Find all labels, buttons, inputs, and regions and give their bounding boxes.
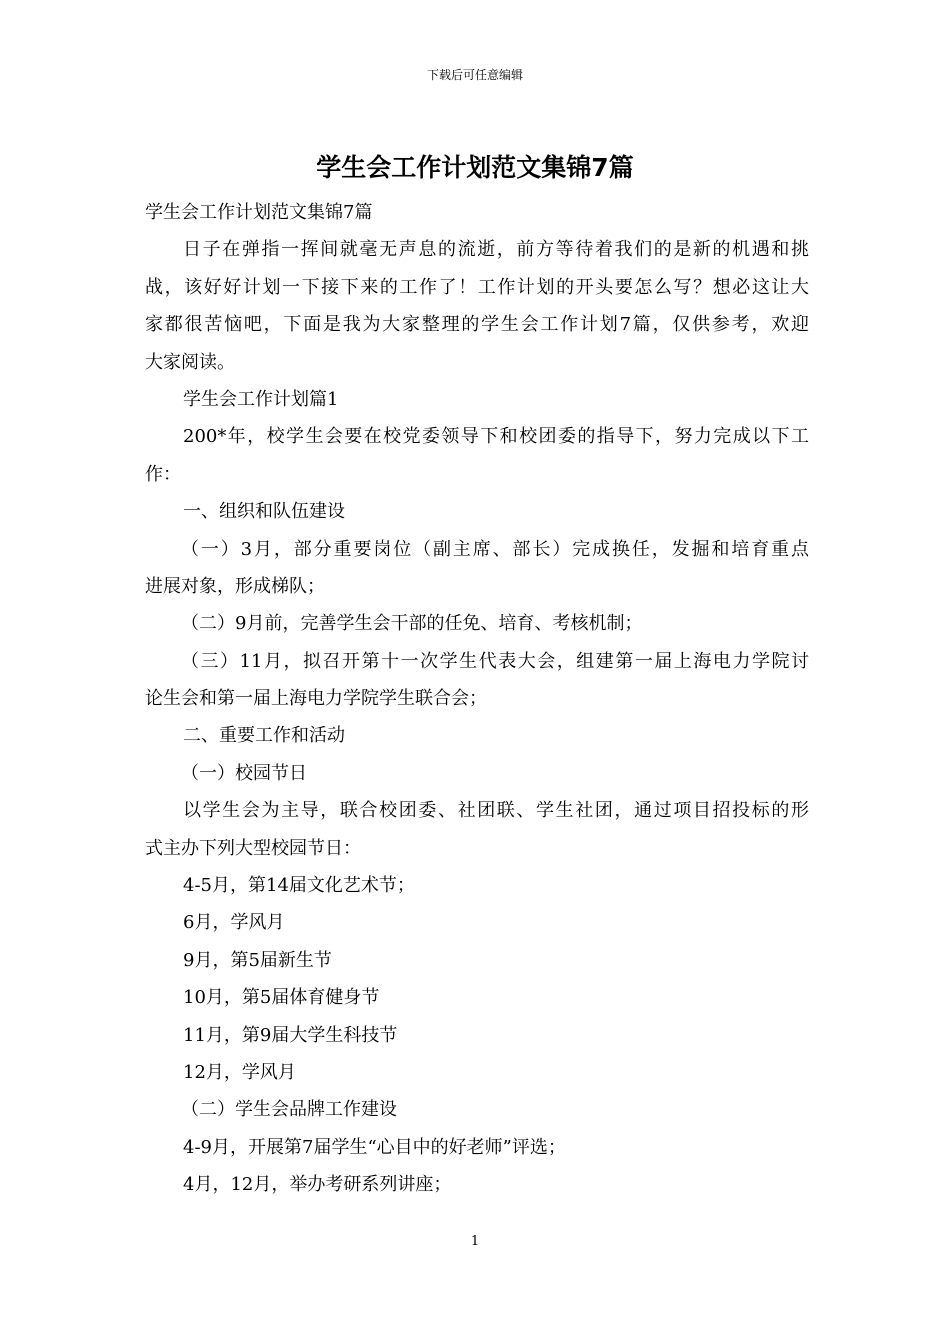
- list-item: 4-9月，开展第7届学生“心目中的好老师”评选；: [183, 1136, 566, 1158]
- page-number: 1: [470, 1234, 480, 1249]
- paragraph-line: 家都很苦恼吧，下面是我为大家整理的学生会工作计划7篇，仅供参考，欢迎: [145, 314, 809, 336]
- subsection-heading: （二）学生会品牌工作建设: [181, 1099, 397, 1121]
- paragraph-line: 200*年，校学生会要在校党委领导下和校团委的指导下，努力完成以下工: [183, 426, 809, 448]
- paragraph-line: 作：: [145, 463, 181, 485]
- subtitle-line: 学生会工作计划范文集锦7篇: [145, 202, 373, 223]
- section-heading: 二、重要工作和活动: [183, 725, 345, 747]
- section-heading: 学生会工作计划篇1: [183, 388, 339, 410]
- list-item: 12月，学风月: [183, 1061, 296, 1083]
- paragraph-line: 式主办下列大型校园节日：: [145, 837, 361, 859]
- paragraph-line: 战，该好好计划一下接下来的工作了！工作计划的开头要怎么写？想必这让大: [145, 276, 809, 298]
- list-item: 11月，第9届大学生科技节: [183, 1024, 398, 1046]
- list-item: 4-5月，第14届文化艺术节；: [183, 875, 415, 897]
- document-body: [145, 194, 809, 1204]
- paragraph-line: 日子在弹指一挥间就毫无声息的流逝，前方等待着我们的是新的机遇和挑: [183, 239, 809, 261]
- list-item: 9月，第5届新生节: [183, 949, 332, 971]
- paragraph-line: （二）9月前，完善学生会干部的任免、培育、考核机制；: [181, 613, 643, 635]
- section-heading: 一、组织和队伍建设: [183, 501, 345, 523]
- paragraph-line: （一）3月，部分重要岗位（副主席、部长）完成换任，发掘和培育重点: [181, 538, 809, 560]
- paragraph-line: 进展对象，形成梯队；: [145, 575, 325, 597]
- document-title: 学生会工作计划范文集锦7篇: [316, 153, 634, 182]
- list-item: 6月，学风月: [183, 912, 285, 934]
- list-item: 10月，第5届体育健身节: [183, 987, 380, 1009]
- paragraph-line: 论生会和第一届上海电力学院学生联合会；: [145, 688, 487, 710]
- paragraph-line: 以学生会为主导，联合校团委、社团联、学生社团，通过项目招投标的形: [183, 800, 809, 822]
- list-item: 4月，12月，举办考研系列讲座；: [183, 1174, 452, 1196]
- paragraph-line: 大家阅读。: [145, 351, 235, 373]
- header-note: 下载后可任意编辑: [426, 68, 523, 82]
- paragraph-line: （三）11月，拟召开第十一次学生代表大会，组建第一届上海电力学院讨: [181, 650, 809, 672]
- subsection-heading: （一）校园节日: [181, 762, 307, 784]
